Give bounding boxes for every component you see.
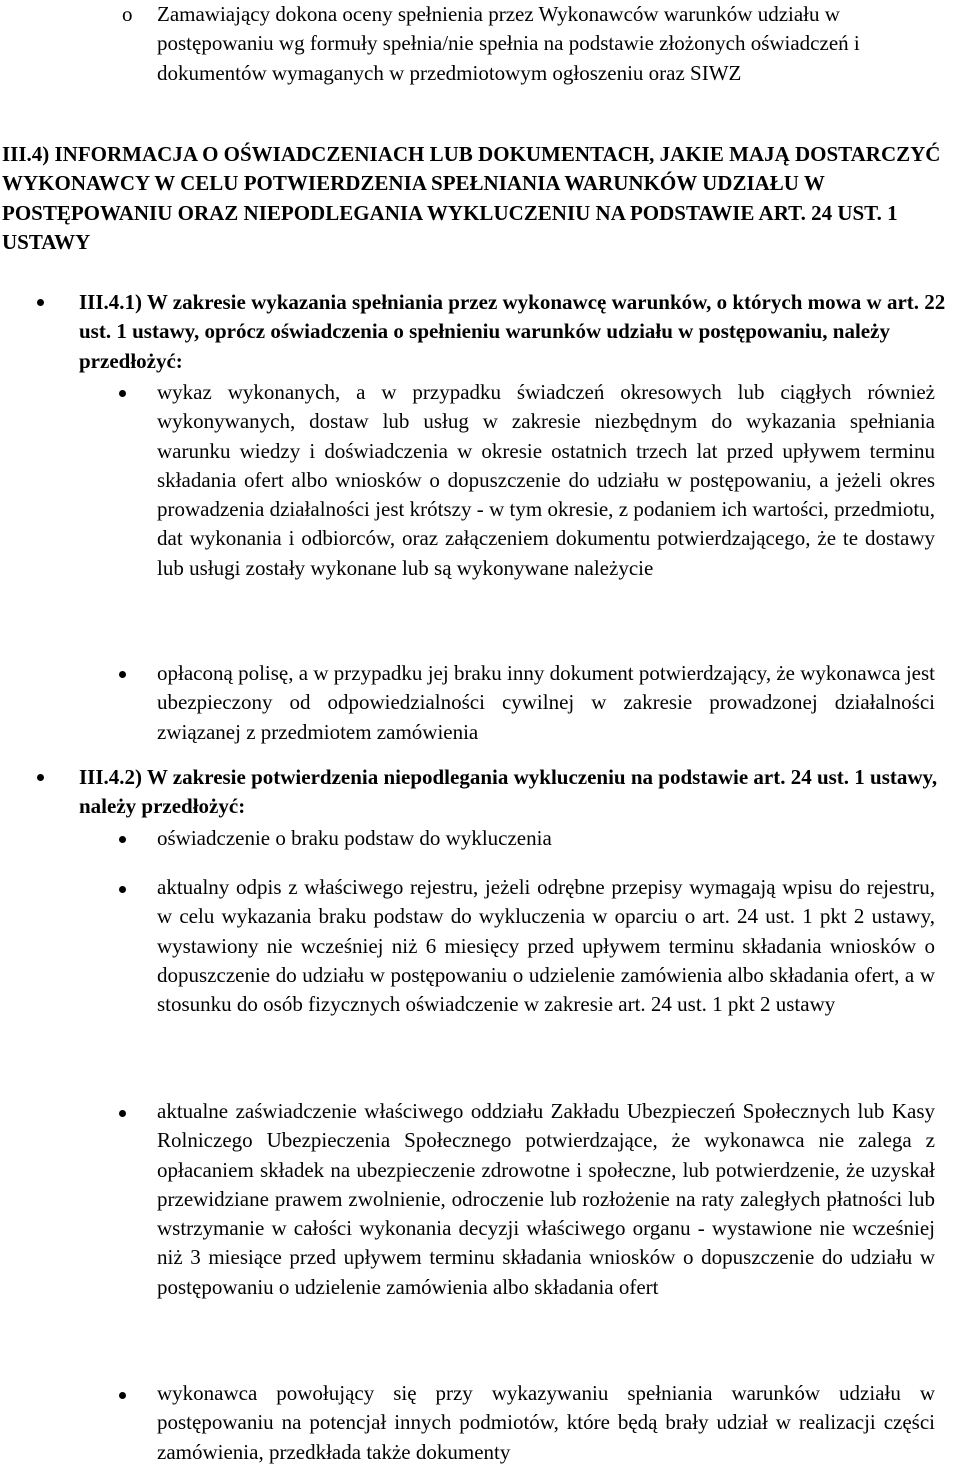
bullet-icon — [119, 671, 126, 678]
bullet-icon — [119, 1392, 126, 1399]
bullet-icon — [37, 299, 44, 306]
subsection-1-heading: III.4.1) W zakresie wykazania spełniania przez wykonawcę warunków, o których mowa w art. 22 ust. 1 ustawy, oprócz oświadczenia o spełnieniu warunków udziału w postępowaniu, należy przedłożyć: — [79, 290, 946, 373]
intro-paragraph: Zamawiający dokona oceny spełnienia przez Wykonawców warunków udziału w postępowaniu wg formuły spełnia/nie spełnia na podstawie złożonych oświadczeń i dokumentów wymaganych w przedmiotowym ogłoszeniu oraz SIWZ — [157, 2, 860, 85]
list-item: wykonawca powołujący się przy wykazywaniu spełniania warunków udziału w postępowaniu na potencjał innych podmiotów, które będą brały udział w realizacji części zamówienia, przedkłada także dokumenty — [157, 1381, 935, 1464]
list-item: aktualny odpis z właściwego rejestru, jeżeli odrębne przepisy wymagają wpisu do rejestru, w celu wykazania braku podstaw do wykluczenia w oparciu o art. 24 ust. 1 pkt 2 ustawy, wystawiony nie wcześniej niż 6 miesięcy przed upływem terminu składania wniosków o dopuszczenie do udziału w postępowaniu o udzielenie zamówienia albo składania ofert, a w stosunku do osób fizycznych oświadczenie w zakresie art. 24 ust. 1 pkt 2 ustawy — [157, 875, 935, 1017]
list-marker-o: o — [122, 2, 133, 26]
bullet-icon — [119, 1110, 126, 1117]
list-item: oświadczenie o braku podstaw do wykluczenia — [157, 826, 552, 850]
section-heading: III.4) INFORMACJA O OŚWIADCZENIACH LUB DOKUMENTACH, JAKIE MAJĄ DOSTARCZYĆ WYKONAWCY W CELU POTWIERDZENIA SPEŁNIANIA WARUNKÓW UDZIAŁU W POSTĘPOWANIU ORAZ NIEPODLEGANIA WYKLUCZENIU NA PODSTAWIE ART. 24 UST. 1 USTAWY — [2, 142, 941, 254]
list-item: aktualne zaświadczenie właściwego oddziału Zakładu Ubezpieczeń Społecznych lub Kasy Rolniczego Ubezpieczenia Społecznego potwierdzające, że wykonawca nie zalega z opłacaniem składek na ubezpieczenie zdrowotne i społeczne, lub potwierdzenie, że uzyskał przewidziane prawem zwolnienie, odroczenie lub rozłożenie na raty zaległych płatności lub wstrzymanie w całości wykonania decyzji właściwego organu - wystawione nie wcześniej niż 3 miesiące przed upływem terminu składania wniosków o dopuszczenie do udziału w postępowaniu o udzielenie zamówienia albo składania ofert — [157, 1099, 935, 1299]
bullet-icon — [37, 774, 44, 781]
subsection-2-heading: III.4.2) W zakresie potwierdzenia niepodlegania wykluczeniu na podstawie art. 24 ust. 1 ustawy, należy przedłożyć: — [79, 765, 938, 819]
list-item: opłaconą polisę, a w przypadku jej braku inny dokument potwierdzający, że wykonawca jest ubezpieczony od odpowiedzialności cywilnej w zakresie prowadzonej działalności związanej z przedmiotem zamówienia — [157, 661, 935, 744]
bullet-icon — [119, 886, 126, 893]
list-item: wykaz wykonanych, a w przypadku świadczeń okresowych lub ciągłych również wykonywanych, dostaw lub usług w zakresie niezbędnym do wykazania spełniania warunku wiedzy i doświadczenia w okresie ostatnich trzech lat przed upływem terminu składania ofert albo wniosków o dopuszczenie do udziału w postępowaniu, a jeżeli okres prowadzenia działalności jest krótszy - w tym okresie, z podaniem ich wartości, przedmiotu, dat wykonania i odbiorców, oraz załączeniem dokumentu potwierdzającego, że te dostawy lub usługi zostały wykonane lub są wykonywane należycie — [157, 380, 935, 580]
bullet-icon — [119, 836, 126, 843]
bullet-icon — [119, 390, 126, 397]
